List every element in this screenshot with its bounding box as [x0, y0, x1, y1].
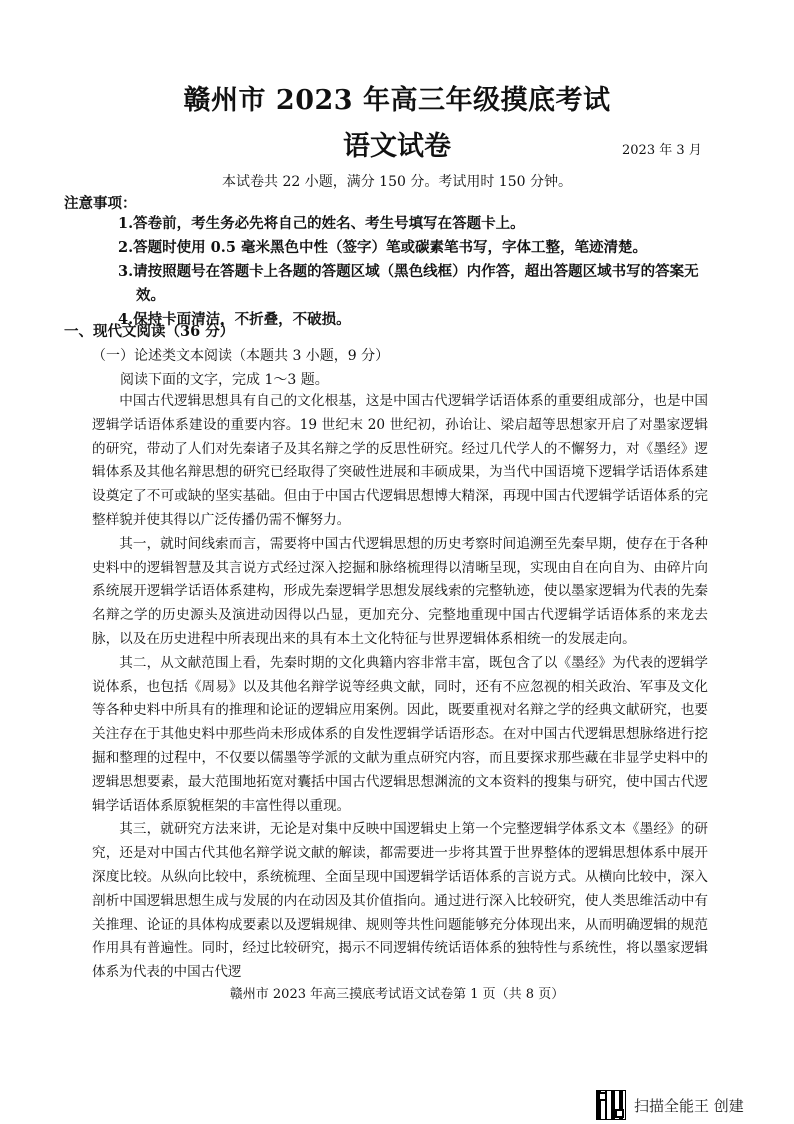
- notice-item: 3.请按照题号在答题卡上各题的答题区域（黑色线框）内作答，超出答题区域书写的答案无效。: [118, 263, 699, 304]
- notice-item: 1.答卷前，考生务必先将自己的姓名、考生号填写在答题卡上。: [118, 215, 525, 232]
- exam-info: 本试卷共 22 小题，满分 150 分。考试用时 150 分钟。: [222, 174, 572, 190]
- notice-title: 注意事项：: [64, 195, 137, 212]
- exam-date: 2023 年 3 月: [622, 143, 702, 158]
- reading-passage: [92, 390, 708, 985]
- scanner-watermark: [596, 1090, 744, 1120]
- page-footer: 赣州市 2023 年高三摸底考试语文试卷第 1 页（共 8 页）: [229, 987, 565, 1002]
- exam-title: 赣州市 2023 年高三年级摸底考试: [183, 85, 611, 116]
- notice-item: 4.保持卡面清洁，不折叠，不破损。: [118, 311, 351, 328]
- notice-list: [118, 212, 718, 332]
- passage-paragraph: 中国古代逻辑思想具有自己的文化根基，这是中国古代逻辑学话语体系的重要组成部分，也是中国逻辑学话语体系建设的重要内容。19 世纪末 20 世纪初，孙诒让、梁启超等思想家开启了对墨家逻辑的研究，带动了人们对先秦诸子及其名辩之学的反思性研究。经过几代学人的不懈努力，对《墨经》逻辑体系及其他名辩思想的研究已经取得了突破性进展和丰硕成果，为当代中国语境下逻辑学话语体系建设奠定了不可或缺的坚实基础。但由于中国古代逻辑思想博大精深，再现中国古代逻辑学话语体系的完整样貌并使其得以广泛传播仍需不懈努力。: [92, 393, 708, 528]
- reading-instruction: 阅读下面的文字，完成 1～3 题。: [120, 372, 329, 388]
- qr-code-icon: [596, 1090, 626, 1120]
- passage-paragraph: 其一，就时间线索而言，需要将中国古代逻辑思想的历史考察时间追溯至先秦早期，使存在于各种史料中的逻辑智慧及其言说方式经过深入挖掘和脉络梳理得以清晰呈现，实现由自在向自为、由碎片向系统展开逻辑学话语体系建构，形成先秦逻辑学思想发展线索的完整轨迹，使以墨家逻辑为代表的先秦名辩之学的历史源头及演进动因得以凸显，更加充分、完整地重现中国古代逻辑学话语体系的来龙去脉，以及在历史进程中所表现出来的具有本土文化特征与世界逻辑体系相统一的发展走向。: [92, 535, 708, 647]
- passage-paragraph: 其三，就研究方法来讲，无论是对集中反映中国逻辑史上第一个完整逻辑学体系文本《墨经》的研究，还是对中国古代其他名辩学说文献的解读，都需要进一步将其置于世界整体的逻辑思想体系中展开深度比较。从纵向比较中，系统梳理、全面呈现中国逻辑学话语体系的言说方式。从横向比较中，深入剖析中国逻辑思想生成与发展的内在动因及其价值指向。通过进行深入比较研究，使人类思维活动中有关推理、论证的具体构成要素以及逻辑规律、规则等共性问题能够充分体现出来，从而明确逻辑的规范作用具有普遍性。同时，经过比较研究，揭示不同逻辑传统话语体系的独特性与系统性，将以墨家逻辑体系为代表的中国古代逻: [92, 821, 708, 981]
- notice-item: 2.答题时使用 0.5 毫米黑色中性（签字）笔或碳素笔书写，字体工整，笔迹清楚。: [118, 239, 647, 256]
- subsection-title: （一）论述类文本阅读（本题共 3 小题，9 分）: [92, 348, 390, 364]
- section-title: 一、现代文阅读（36 分）: [64, 323, 235, 340]
- passage-paragraph: 其二，从文献范围上看，先秦时期的文化典籍内容非常丰富，既包含了以《墨经》为代表的逻辑学说体系，也包括《周易》以及其他名辩学说等经典文献，同时，还有不应忽视的相关政治、军事及文化等各种史料中所具有的推理和论证的逻辑应用案例。因此，既要重视对名辩之学的经典文献研究，也要关注存在于其他史料中那些尚未形成体系的自发性逻辑学话语形态。在对中国古代逻辑思想脉络进行挖掘和整理的过程中，不仅要以儒墨等学派的文献为重点研究内容，而且要探求那些藏在非显学史料中的逻辑思想要素，最大范围地拓宽对囊括中国古代逻辑思想渊流的文本资料的搜集与研究，使中国古代逻辑学话语体系原貌框架的丰富性得以重现。: [92, 654, 708, 814]
- exam-subtitle: 语文试卷: [343, 131, 451, 162]
- scanner-watermark-text: 扫描全能王 创建: [634, 1096, 744, 1115]
